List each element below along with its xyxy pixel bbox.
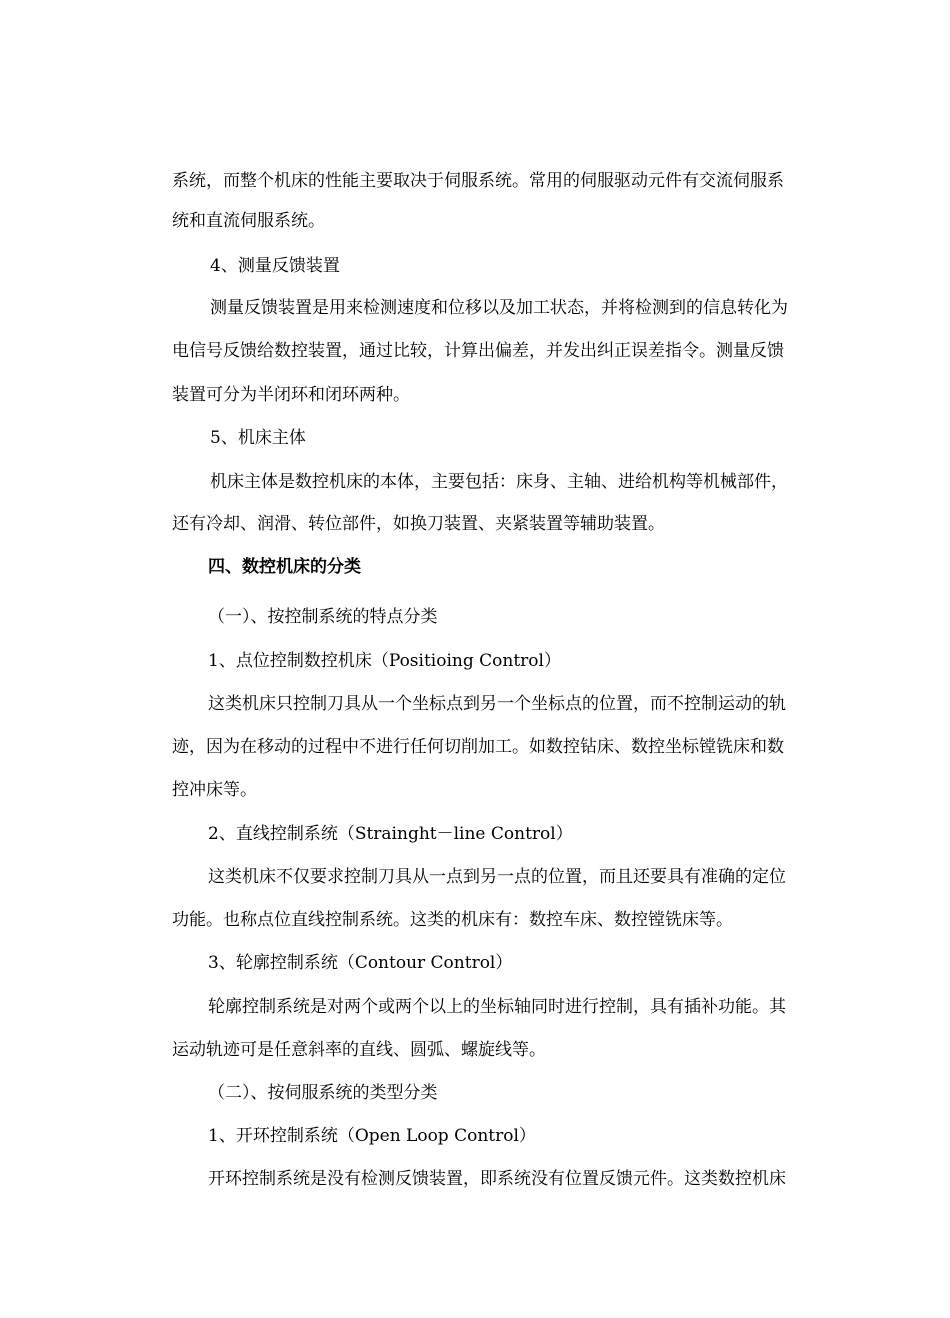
section-heading: 4、测量反馈装置 <box>210 256 340 276</box>
paragraph-line: 还有冷却、润滑、转位部件，如换刀装置、夹紧装置等辅助装置。 <box>172 514 665 534</box>
section-heading: 1、开环控制系统（Open Loop Control） <box>208 1126 536 1146</box>
subsection-heading: （一）、按控制系统的特点分类 <box>208 607 438 627</box>
paragraph-line: 运动轨迹可是任意斜率的直线、圆弧、螺旋线等。 <box>172 1040 546 1060</box>
paragraph-line: 这类机床只控制刀具从一个坐标点到另一个坐标点的位置，而不控制运动的轨 <box>208 694 786 714</box>
section-heading: 2、直线控制系统（Strainght－line Control） <box>208 824 573 844</box>
paragraph-line: 迹，因为在移动的过程中不进行任何切削加工。如数控钻床、数控坐标镗铣床和数 <box>172 737 784 757</box>
section-heading: 1、点位控制数控机床（Positioing Control） <box>208 651 561 671</box>
paragraph-line: 机床主体是数控机床的本体，主要包括：床身、主轴、进给机构等机械部件， <box>210 472 788 492</box>
paragraph-line: 测量反馈装置是用来检测速度和位移以及加工状态，并将检测到的信息转化为 <box>210 298 788 318</box>
paragraph-line: 开环控制系统是没有检测反馈装置，即系统没有位置反馈元件。这类数控机床 <box>208 1169 786 1189</box>
paragraph-line: 轮廓控制系统是对两个或两个以上的坐标轴同时进行控制，具有插补功能。其 <box>208 997 786 1017</box>
section-heading: 5、机床主体 <box>210 428 306 448</box>
paragraph-line: 功能。也称点位直线控制系统。这类的机床有：数控车床、数控镗铣床等。 <box>172 910 733 930</box>
paragraph-line: 控冲床等。 <box>172 780 257 800</box>
chapter-heading: 四、数控机床的分类 <box>208 557 361 577</box>
paragraph-line: 电信号反馈给数控装置，通过比较，计算出偏差，并发出纠正误差指令。测量反馈 <box>172 341 784 361</box>
section-heading: 3、轮廓控制系统（Contour Control） <box>208 953 513 973</box>
paragraph-line: 装置可分为半闭环和闭环两种。 <box>172 385 410 405</box>
subsection-heading: （二）、按伺服系统的类型分类 <box>208 1083 438 1103</box>
paragraph-line: 系统，而整个机床的性能主要取决于伺服系统。常用的伺服驱动元件有交流伺服系 <box>172 171 784 191</box>
paragraph-line: 统和直流伺服系统。 <box>172 211 325 231</box>
paragraph-line: 这类机床不仅要求控制刀具从一点到另一点的位置，而且还要具有准确的定位 <box>208 867 786 887</box>
